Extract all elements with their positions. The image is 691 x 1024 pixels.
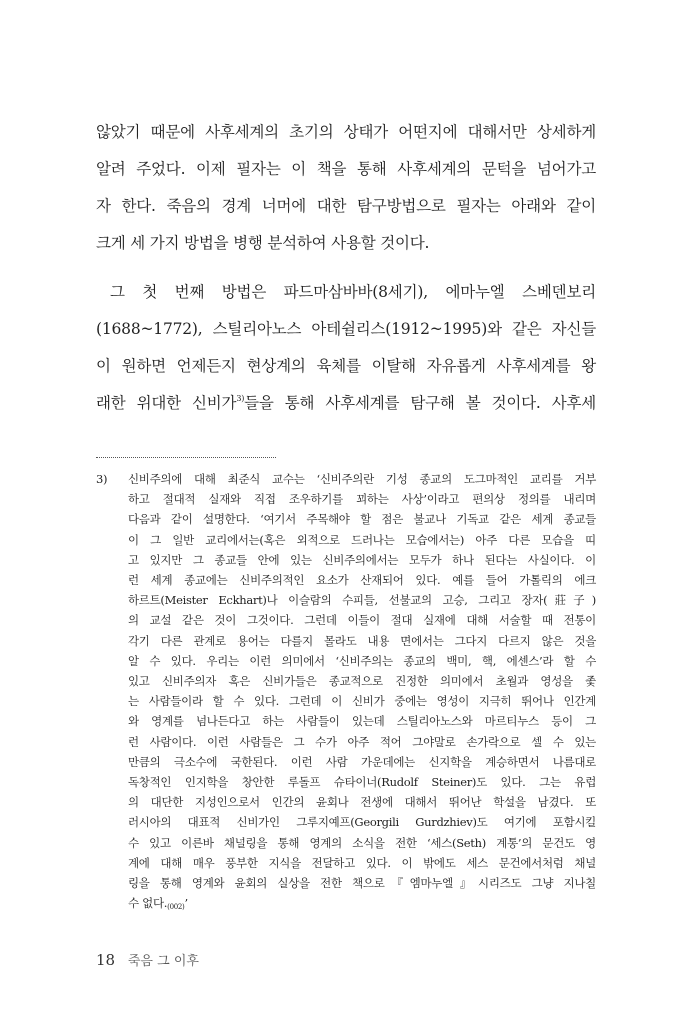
- footnote-line: 와 영계를 넘나든다고 하는 사람들이 있는데 스틸리아노스와 마르티누스 등이 그: [128, 714, 596, 729]
- running-title: 죽음 그 이후: [127, 954, 199, 969]
- footnote-line: 하고 절대적 실재와 직접 조우하기를 꾀하는 사상’이라고 편의상 정의를 내리며: [128, 492, 596, 507]
- footnote-body: [128, 469, 596, 913]
- paragraph-2-text: 들을 통해 사후세계를 탐구해 볼 것이다. 사후세: [244, 394, 597, 412]
- footnote-line: 런 사람이다. 이런 사람들은 그 수가 아주 적어 그야말로 손가락으로 셀 수 있는: [128, 734, 596, 749]
- citation-marker: (002): [167, 903, 185, 912]
- footnote-number: 3): [96, 472, 108, 486]
- footnote-text: 수 없다.: [128, 896, 168, 911]
- footnote-line: 는 사람들이라 할 수 있다. 그런데 이 신비가 중에는 영성이 지극히 뛰어나 인간계: [128, 694, 596, 709]
- paragraph-1-line: 자 한다. 죽음의 경계 너머에 대한 탐구방법으로 필자는 아래와 같이: [96, 197, 596, 215]
- footnote-line: 하르트(Meister Eckhart)나 이슬람의 수피들, 선불교의 고승, 그리고 장자(莊子): [128, 593, 596, 608]
- footnote-line: 신비주의에 대해 최준식 교수는 ‘신비주의란 기성 종교의 도그마적인 교리를 거부: [128, 472, 596, 486]
- footnote-line: 알 수 있다. 우리는 이런 의미에서 ‘신비주의는 종교의 백미, 핵, 에센스’라 할 수: [128, 653, 596, 668]
- paragraph-1: [96, 114, 596, 262]
- footnote-line: [128, 893, 596, 913]
- footnote-line: 의 대단한 지성인으로서 인간의 윤회나 전생에 대해서 뛰어난 학설을 남겼다. 또: [128, 795, 596, 810]
- page-footer: [96, 950, 199, 969]
- paragraph-2-text: 래한 위대한 신비가: [96, 394, 237, 412]
- footnote-line: 다음과 같이 설명한다. ‘여기서 주목해야 할 점은 불교나 기독교 같은 세계 종교들: [128, 512, 596, 527]
- footnote-line: 고 있지만 그 종교들 안에 있는 신비주의에서는 모두가 하나 된다는 사실이다. 이: [128, 552, 596, 567]
- footnote-line: 링을 통해 영계와 윤회의 실상을 전한 책으로『엠마누엘』시리즈도 그냥 지나칠: [128, 876, 596, 891]
- footnote-line: 있고 신비주의자 혹은 신비가들은 종교적으로 진정한 의미에서 초월과 영성을 좇: [128, 674, 596, 689]
- footnote-line: 러시아의 대표적 신비가인 그루지예프(Georgili Gurdzhiev)도 여기에 포함시킬: [128, 815, 596, 830]
- footnote-line: 계에 대해 매우 풍부한 지식을 전달하고 있다. 이 밖에도 세스 문건에서처럼 채널: [128, 855, 596, 870]
- closing-quote: ’: [184, 896, 188, 911]
- paragraph-2-line: 그 첫 번째 방법은 파드마삼바바(8세기), 에마누엘 스베덴보리: [110, 283, 596, 301]
- footnote-line: 수 있고 이른바 채널링을 통해 영계의 소식을 전한 ‘세스(Seth) 계통’의 문건도 영: [128, 835, 596, 850]
- footnote-divider: [96, 457, 276, 458]
- footnote-line: 각기 다른 관계로 용어는 다를지 몰라도 내용 면에서는 그다지 다르지 않은 것을: [128, 633, 596, 648]
- footnote-line: 독창적인 인지학을 창안한 루돌프 슈타이너(Rudolf Steiner)도 있다. 그는 유럽: [128, 775, 596, 790]
- paragraph-1-line: 크게 세 가지 방법을 병행 분석하여 사용할 것이다.: [96, 234, 430, 252]
- footnote-reference[interactable]: 3): [236, 394, 245, 403]
- paragraph-2-line: 이 원하면 언제든지 현상계의 육체를 이탈해 자유롭게 사후세계를 왕: [96, 357, 596, 375]
- paragraph-1-line: 않았기 때문에 사후세계의 초기의 상태가 어떤지에 대해서만 상세하게: [96, 123, 596, 141]
- paragraph-2-line: [96, 385, 596, 422]
- footnote-line: 만큼의 극소수에 국한된다. 이런 사람 가운데에는 신지학을 계승하면서 나름대로: [128, 754, 596, 769]
- footnote-line: 런 세계 종교에는 신비주의적인 요소가 산재되어 있다. 예를 들어 가톨릭의 에크: [128, 573, 596, 588]
- footnote-line: 이 그 일반 교리에서는(혹은 외적으로 드러나는 모습에서는) 아주 다른 모습을 띠: [128, 532, 596, 547]
- footnote: [96, 469, 596, 913]
- paragraph-2-line: (1688~1772), 스틸리아노스 아테쉴리스(1912~1995)와 같은 자신들: [96, 320, 596, 338]
- footnote-line: 의 교설 같은 것이 그것이다. 그런데 이들이 절대 실재에 대해 서술할 때 전통이: [128, 613, 596, 628]
- paragraph-2: [96, 274, 596, 422]
- page-number: 18: [96, 951, 116, 969]
- paragraph-1-line: 알려 주었다. 이제 필자는 이 책을 통해 사후세계의 문턱을 넘어가고: [96, 160, 596, 178]
